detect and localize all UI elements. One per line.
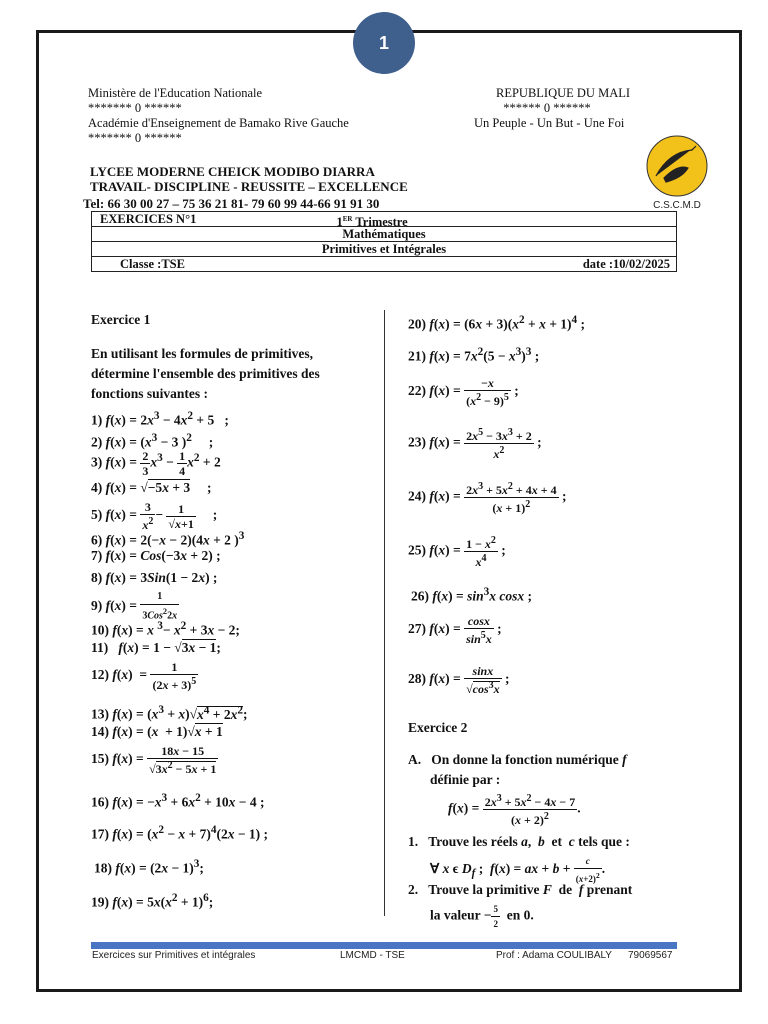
function-1: 1) $f(x) = 2x^3 - 4x^2 + 5$ ; [91,410,229,428]
subject-label: Mathématiques [92,227,677,242]
function-11: 11) f(x) = 1 − √3x − 1; [91,640,221,655]
school-phone: Tel: 66 30 00 27 – 75 36 21 81- 79 60 99 44-66 91 91 30 [83,196,380,211]
function-28: 28) f(x) = $\frac{\sin x}{√\cos^3x}$ ; [408,664,510,696]
question-1-line: 1. Trouve les réels a, b et c tels que : [408,834,630,849]
function-8: 8) f(x) = 3Sin(1 − 2x) ; [91,570,218,585]
date-label: date :10/02/2025 [582,257,670,271]
academy-line: Académie d'Enseignement de Bamako Rive Gauche [88,116,349,130]
logo-text: C.S.C.M.D [653,200,701,210]
function-27: 27) f(x) = $\frac{\cos x}{\sin^5x}$ ; [408,614,502,646]
school-slogan: TRAVAIL- DISCIPLINE - REUSSITE – EXCELLENCE [90,179,408,194]
school-name: LYCEE MODERNE CHEICK MODIBO DIARRA [90,164,375,179]
header-left [88,86,349,146]
function-19: 19) $f(x) = 5x(x^2 + 1)^6$; [91,892,214,910]
function-10: 10) f(x) = x $^3- x^2 + 3x - 2$; [91,620,240,638]
function-3: 3) f(x) = $\frac{2}{3}$ $x^3$ − $\frac{1}{4}$ $x^2 + 2$ [91,448,221,478]
trimester-label: 1ER Trimestre [336,215,408,230]
header-right [474,86,630,131]
part-a-line-2: définie par : [430,772,501,787]
function-2: 2) $f(x) = (x^3 - 3$ )$^2$ ; [91,432,214,450]
republic-line: REPUBLIQUE DU MALI [496,86,631,100]
info-row-class [92,257,677,272]
separator-line: ****** 0 ****** [503,101,591,115]
function-24: 24) f(x) = $\frac{2x^3 + 5x^2 + 4x + 4}{(x + 1)^2}$ ; [408,481,567,515]
function-17: 17) $f(x) = (x^2 - x + 7)^4(2x - 1)$ ; [91,824,269,842]
separator-line: ******* 0 ****** [88,101,182,115]
function-12: 12) f(x) = $\frac{1}{(2x + 3)^5}$ [91,660,197,692]
exercise-2-function: f(x) = $\frac{2x^3 + 5x^2 - 4x - 7}{(x + 2)^2}$ . [448,793,581,827]
question-2-line-2: la valeur − $\frac{5}{2}$ en 0. [430,904,534,929]
school-logo [634,132,720,210]
separator-line: ******* 0 ****** [88,131,182,145]
ministry-line: Ministère de l'Education Nationale [88,86,263,100]
exercises-label: EXERCICES N°1 [100,212,197,226]
exercise-1-title: Exercice 1 [91,312,151,327]
topic-label: Primitives et Intégrales [92,242,677,257]
instruction-line: En utilisant les formules de primitives, [91,346,313,361]
class-label: Classe :TSE [120,257,185,271]
function-5: 5) f(x) = $\frac{3}{x^2}$ − $\frac{1}{√x+1}$ ; [91,500,218,532]
function-16: 16) $f(x) = -x^3 + 6x^2 + 10x - 4$ ; [91,792,265,810]
footer-prof: Prof : Adama COULIBALY [496,950,612,961]
page-number-badge: 1 [353,12,415,74]
exercise-2-title: Exercice 2 [408,720,468,735]
function-7: 7) f(x) = Cos(−3x + 2) ; [91,548,221,563]
school-block [90,164,408,194]
function-22: 22) f(x) = $\frac{-x}{(x^2 - 9)^5}$ ; [408,376,519,408]
footer-center: LMCMD - TSE [340,950,405,961]
function-14: 14) f(x) = (x + 1)√x + 1 [91,724,223,739]
function-13: 13) $f(x) = (x^3 + x)√x^4 + 2x^2$; [91,704,248,722]
instruction-line: fonctions suivantes : [91,386,209,401]
column-divider [384,310,385,916]
function-18: 18) $f(x) = (2x - 1)^3$; [94,858,204,876]
function-4: 4) f(x) = √−5x + 3 ; [91,480,212,495]
info-table [91,211,677,272]
function-9: 9) f(x) = $\frac{1}{3Cos^22x}$ [91,591,178,622]
question-1-formula: ∀ x ϵ $D_f$ ; f(x) = ax + b + $\frac{c}{(x+2)^2}$ . [430,856,606,884]
function-25: 25) f(x) = $\frac{1 - x^2}{x^4}$ ; [408,535,506,569]
info-row-exercises [92,212,677,230]
footer-left: Exercices sur Primitives et intégrales [92,950,256,961]
function-15: 15) f(x) = $\frac{18x - 15}{√3x^2 - 5x + 1}$ [91,744,217,776]
function-26: 26) $f(x) = \sin^3x$ cosx ; [411,586,532,604]
function-21: 21) $f(x) = 7x^2(5 - x^3)^3$ ; [408,346,540,364]
footer-phone: 79069567 [628,950,673,961]
instruction-line: détermine l'ensemble des primitives des [91,366,320,381]
footer-bar [91,942,677,949]
question-2-line: 2. Trouve la primitive F de f prenant [408,882,633,897]
function-23: 23) f(x) = $\frac{2x^5 - 3x^3 + 2}{x^2}$ ; [408,427,542,461]
motto-line: Un Peuple - Un But - Une Foi [474,116,625,130]
function-6: 6) f(x) = 2(−x − 2)(4x + 2 )$^3$ [91,530,245,548]
part-a-line: A. On donne la fonction numérique f [408,752,627,767]
function-20: 20) $f(x) = (6x + 3)(x^2 + x + 1)^4$ ; [408,314,586,332]
